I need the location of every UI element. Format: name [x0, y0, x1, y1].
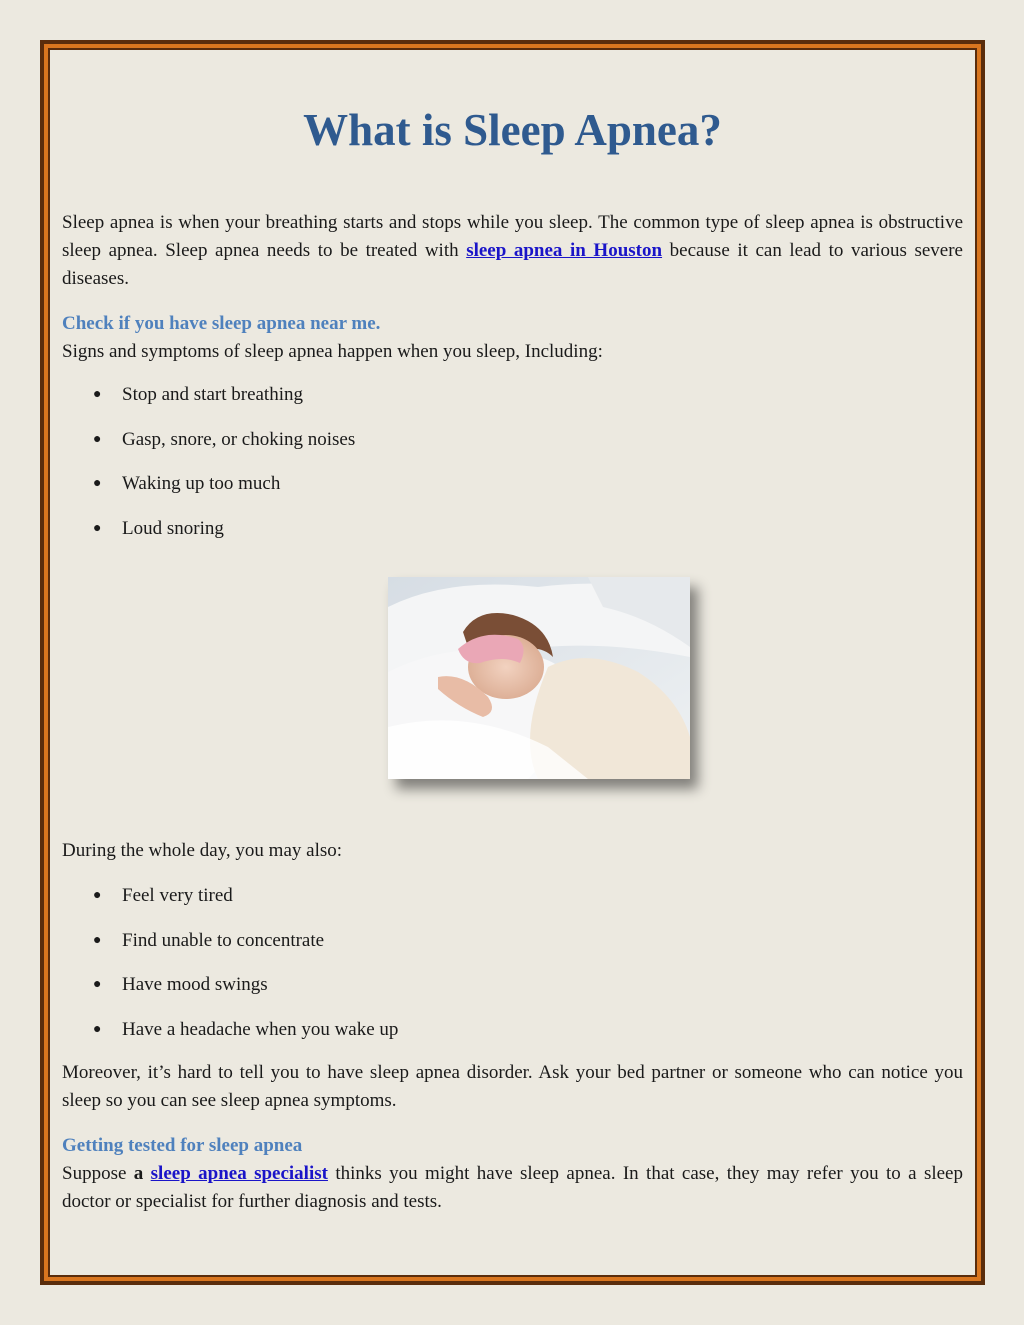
page-title: What is Sleep Apnea?: [303, 105, 722, 155]
list-item: [62, 882, 963, 927]
list-item: [62, 927, 963, 972]
list-item-text: Stop and start breathing: [122, 384, 303, 405]
testing-bold-a: a: [133, 1163, 144, 1184]
page-border-outer: [40, 40, 985, 1285]
testing-paragraph: [62, 1160, 963, 1216]
list-item: [62, 1016, 963, 1061]
list-item: [62, 515, 963, 560]
list-item-text: Have mood swings: [122, 974, 268, 995]
symptoms-lead: Signs and symptoms of sleep apnea happen when you sleep, Including:: [62, 341, 603, 362]
document-content: [62, 50, 963, 1275]
bullet-icon: ●: [93, 1021, 102, 1037]
list-item-text: Loud snoring: [122, 517, 224, 539]
bullet-icon: ●: [93, 888, 102, 903]
page-border-inner: [48, 48, 977, 1277]
houston-link[interactable]: sleep apnea in Houston: [466, 240, 663, 261]
bullet-icon: ●: [93, 431, 102, 447]
list-item: [62, 426, 963, 471]
sleeping-woman-photo: [388, 577, 690, 779]
daytime-section: [62, 837, 963, 865]
symptoms-section: [62, 310, 963, 366]
bullet-icon: ●: [93, 932, 102, 948]
testing-text-1: Suppose: [62, 1163, 134, 1184]
daytime-lead: During the whole day, you may also:: [62, 840, 343, 861]
testing-section: [62, 1132, 963, 1216]
intro-text-2: because it can lead to various severe diseases.: [62, 240, 963, 289]
bullet-icon: ●: [93, 476, 102, 491]
list-item: [62, 381, 963, 426]
night-symptoms-list: [62, 381, 963, 559]
daytime-symptoms-list: [62, 882, 963, 1060]
intro-text-1: Sleep apnea is when your breathing starts and stops while you sleep. The common type of sleep apnea is obstructive sleep apnea. Sleep apnea needs to be treated with: [62, 212, 963, 261]
symptoms-heading: Check if you have sleep apnea near me.: [62, 313, 381, 334]
bullet-icon: ●: [93, 387, 102, 402]
list-item-text: Gasp, snore, or choking noises: [122, 428, 356, 450]
moreover-paragraph: Moreover, it’s hard to tell you to have sleep apnea disorder. Ask your bed partner or someone who can notice you sleep so you can see sleep apnea symptoms.: [62, 1062, 963, 1111]
list-item: [62, 470, 963, 515]
list-item-text: Have a headache when you wake up: [122, 1018, 399, 1040]
bullet-icon: ●: [93, 977, 102, 992]
list-item-text: Waking up too much: [122, 473, 281, 494]
intro-paragraph: [62, 209, 963, 293]
testing-heading: Getting tested for sleep apnea: [62, 1135, 303, 1156]
list-item-text: Feel very tired: [122, 885, 233, 906]
testing-text-2: thinks you might have sleep apnea. In that case, they may refer you to a sleep doctor or specialist for further diagnosis and tests.: [62, 1163, 963, 1212]
list-item-text: Find unable to concentrate: [122, 929, 325, 951]
specialist-link[interactable]: sleep apnea specialist: [150, 1163, 328, 1184]
list-item: [62, 971, 963, 1016]
bullet-icon: ●: [93, 520, 102, 536]
